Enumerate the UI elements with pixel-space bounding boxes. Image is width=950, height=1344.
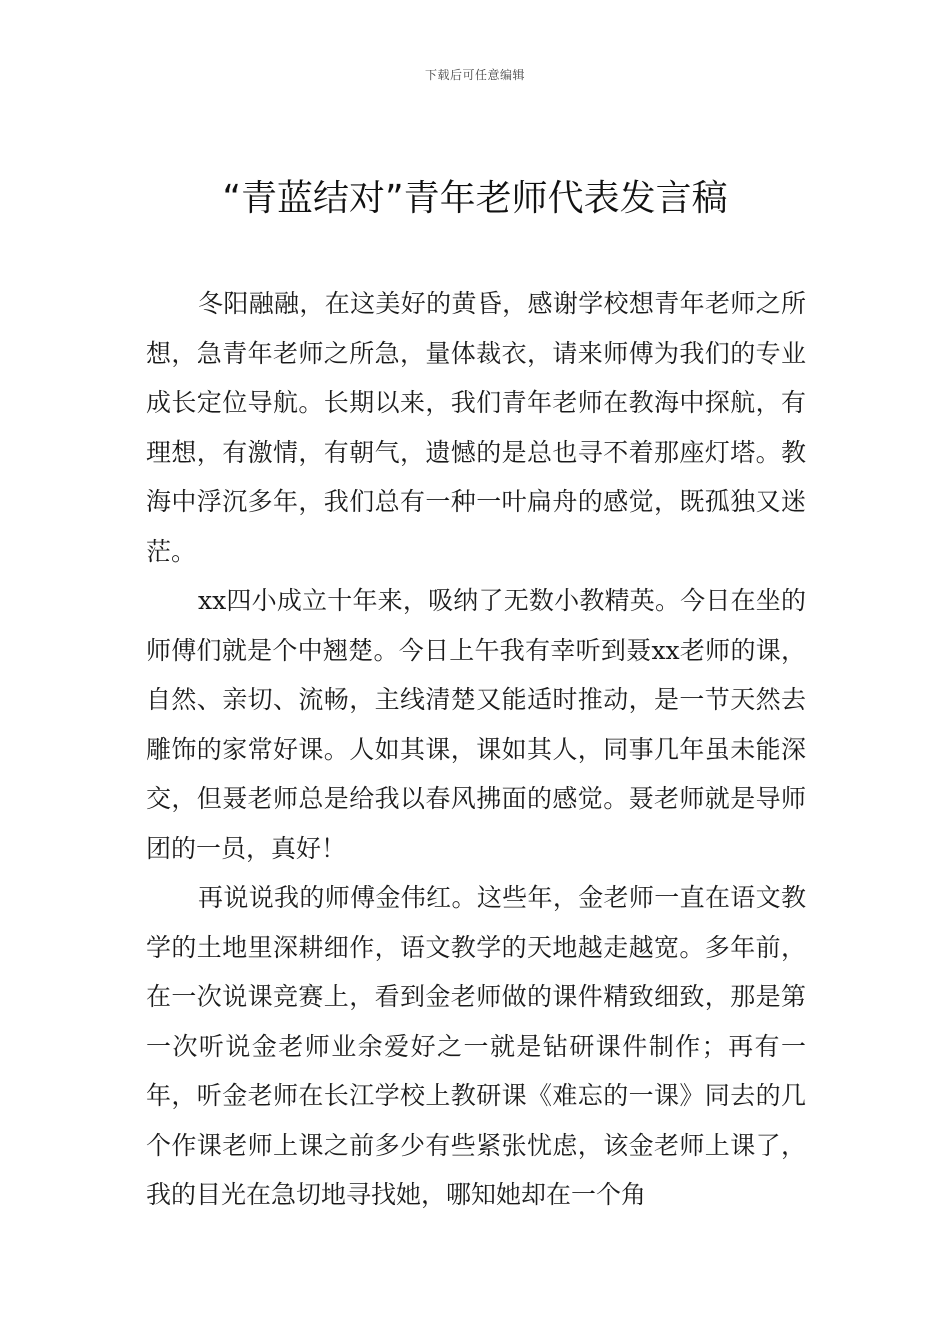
header-note: 下载后可任意编辑 [424, 68, 525, 82]
paragraph-2: xx四小成立十年来，吸纳了无数小教精英。今日在坐的师傅们就是个中翘楚。今日上午我有幸听到聂xx老师的课，自然、亲切、流畅，主线清楚又能适时推动，是一节天然去雕饰的家常好课。人如其课，课如其人，同事几年虽未能深交，但聂老师总是给我以春风拂面的感觉。聂老师就是导师团的一员，真好！ [146, 586, 806, 863]
paragraph-3: 再说说我的师傅金伟红。这些年，金老师一直在语文教学的土地里深耕细作，语文教学的天地越走越宽。多年前，在一次说课竞赛上，看到金老师做的课件精致细致，那是第一次听说金老师业余爱好之一就是钻研课件制作；再有一年，听金老师在长江学校上教研课《难忘的一课》同去的几个作课老师上课之前多少有些紧张忧虑，该金老师上课了，我的目光在急切地寻找她，哪知她却在一个角 [146, 883, 806, 1209]
document-title: “青蓝结对”青年老师代表发言稿 [222, 178, 728, 219]
paragraph-1: 冬阳融融，在这美好的黄昏，感谢学校想青年老师之所想，急青年老师之所急，量体裁衣，请来师傅为我们的专业成长定位导航。长期以来，我们青年老师在教海中探航，有理想，有激情，有朝气，遗憾的是总也寻不着那座灯塔。教海中浮沉多年，我们总有一种一叶扁舟的感觉，既孤独又迷茫。 [146, 289, 806, 566]
document-body [146, 279, 806, 1220]
